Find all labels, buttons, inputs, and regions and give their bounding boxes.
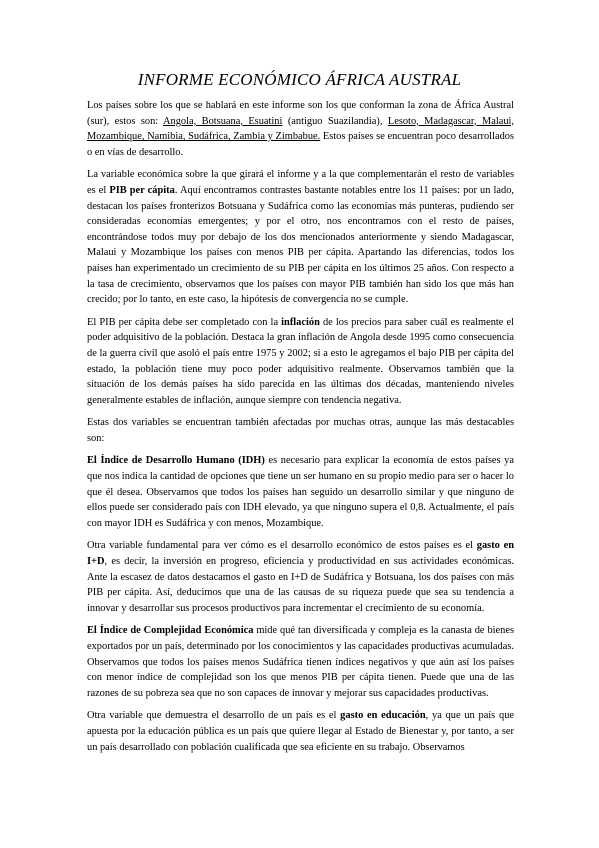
bold-term: gasto en I+D [87,540,514,568]
paragraph-intro [87,98,514,160]
text-run: Otra variable fundamental para ver cómo es el desarrollo económico de estos países es el [87,540,477,552]
text-run: de los precios para saber cuál es realmente el poder adquisitivo de la población. Destaca la gran inflación de Angola desde 1995 como consecuencia de la guerra civil que asoló el país entre 1975 y 2002; si a esto le agregamos el bajo PIB per cápita del estado, la población tiene muy poco poder adquisitivo realmente. Observamos también que la situación de los demás países ha sido parecida en las últimas dos décadas, manteniendo niveles generalmente estables de inflación, aunque siempre con tendencia negativa. [87,316,514,406]
bold-term: El Índice de Complejidad Económica [87,625,254,637]
paragraph-pib [87,167,514,307]
paragraph-rd [87,538,514,616]
bold-term: gasto en educación [340,710,426,722]
paragraph-inflation [87,315,514,409]
text-run: es necesario para explicar la economía de estos países ya que nos indica la cantidad de opciones que tiene un ser humano en su propio medio para ser o hacer lo que él desea. Observamos que todos los países han seguido un desarrollo similar y que ninguno de ellos puede ser considerado país con IDH elevado, ya que ninguno supera el 0,8. Actualmente, el país con mayor IDH es Sudáfrica y con menos, Mozambique. [87,455,514,529]
text-run: El PIB per cápita debe ser completado con la [87,316,282,328]
bold-term: inflación [281,316,320,328]
bold-term: El Índice de Desarrollo Humano (IDH) [87,455,265,467]
document-body [87,98,514,755]
document-title: INFORME ECONÓMICO ÁFRICA AUSTRAL [137,70,462,89]
text-run: Los países sobre los que se hablará en este informe son los que conforman la zona de África Austral (sur), estos son: [87,100,514,127]
paragraph-variables: Estas dos variables se encuentran también afectadas por muchas otras, aunque las más destacables son: [87,417,514,444]
text-run: mide qué tan diversificada y compleja es la canasta de bienes exportados por un país, determinado por los conocimientos y las capacidades productivas acumuladas. Observamos que todos los países menos Sudáfrica tienen índices negativos y que aún así los países con menor índice de complejidad son los que menos PIB per cápita tienen. Puede que una de las razones de su pobreza sea que no son capaces de innovar y mejorar sus capacidades productivas. [87,625,515,699]
text-run: . Aquí encontramos contrastes bastante notables entre los 11 países: por un lado, destacan los países fronterizos Botsuana y Sudáfrica como las economías más punteras, pudiendo ser consideradas economías emergentes; y por el otro, nos encontramos con el resto de países, encontrándose todos muy por debajo de los dos mencionados anteriormente y siendo Madagascar, Malaui y Mozambique los países con menos PIB per cápita. Apartando las diferencias, todos los países han experimentado un crecimiento de su PIB per cápita en los últimos 25 años. Con respecto a la tasa de crecimiento, observamos que los países con mayor PIB también han sido los que más han crecido; por lo tanto, en este caso, la hipótesis de convergencia no se cumple. [87,184,514,306]
text-run: (antiguo Suazilandia), [282,115,388,127]
country-list-underlined: Lesoto, Madagascar, Malaui, Mozambique, Namibia, Sudáfrica, Zambia y Zimbabue. [87,115,514,143]
text-run: , es decir, la inversión en progreso, eficiencia y productividad en sus actividades económicas. Ante la escasez de datos destacamos el gasto en I+D de Sudáfrica y Botsuana, los dos países con más PIB per cápita. Así, deducimos que una de las causas de su riqueza puede que sea su tendencia a innovar y desarrollar sus procesos productivos para incrementar el crecimiento de su economía. [87,556,514,614]
text-run: Estos países se encuentran poco desarrollados o en vías de desarrollo. [87,131,515,158]
text-run: La variable económica sobre la que girará el informe y a la que complementarán el resto de variables es el [87,169,514,196]
bold-term: PIB per cápita [109,184,175,196]
paragraph-education [87,708,514,755]
paragraph-complexity [87,623,514,701]
paragraph-idh [87,453,514,531]
country-list-underlined: Angola, Botsuana, Esuatini [163,115,283,127]
text-run: Otra variable que demuestra el desarrollo de un país es el [87,710,341,722]
text-run: , ya que un país que apuesta por la educación pública es un país que quiere llegar al Estado de Bienestar y, por tanto, a ser un país desarrollado con población cualificada que sea eficiente en su trabajo. Observamos [87,710,514,753]
